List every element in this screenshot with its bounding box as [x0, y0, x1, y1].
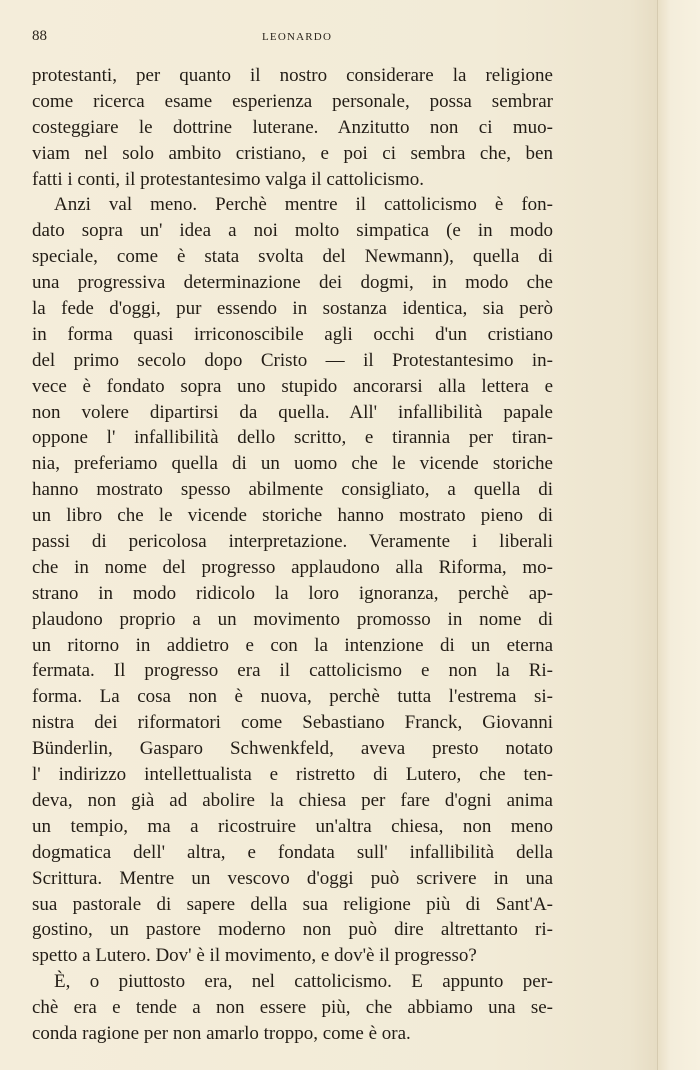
text-line: deva, non già ad abolire la chiesa per fare d'ogni anima — [32, 789, 553, 811]
text-line: passi di pericolosa interpretazione. Veramente i liberali — [32, 531, 553, 553]
text-line: Scrittura. Mentre un vescovo d'oggi può scrivere in una — [32, 867, 553, 889]
text-line: strano in modo ridicolo la loro ignoranza, perchè ap- — [32, 582, 553, 604]
text-line: Bünderlin, Gasparo Schwenkfeld, aveva presto notato — [32, 738, 553, 760]
text-line: un ritorno in addietro e con la intenzione di un eterna — [32, 634, 553, 656]
text-line: È, o piuttosto era, nel cattolicismo. E appunto per- — [54, 971, 553, 993]
text-line: una progressiva determinazione dei dogmi, in modo che — [32, 272, 553, 294]
text-line: gostino, un pastore moderno non può dire altrettanto ri- — [32, 919, 553, 941]
text-line: come ricerca esame esperienza personale, possa sembrar — [32, 90, 553, 112]
text-line: conda ragione per non amarlo troppo, come è ora. — [32, 1022, 411, 1044]
text-line: forma. La cosa non è nuova, perchè tutta l'estrema si- — [32, 686, 553, 708]
text-line: nistra dei riformatori come Sebastiano Franck, Giovanni — [32, 712, 553, 734]
text-line: dato sopra un' idea a noi molto simpatica (e in modo — [32, 220, 553, 242]
body-text — [32, 63, 553, 1047]
text-line: sua pastorale di sapere della sua religione più di Sant'A- — [32, 893, 553, 915]
text-line: plaudono proprio a un movimento promosso in nome di — [32, 608, 553, 630]
text-line: spetto a Lutero. Dov' è il movimento, e dov'è il progresso? — [32, 945, 477, 967]
text-line: un tempio, ma a ricostruire un'altra chiesa, non meno — [32, 815, 553, 837]
text-line: un libro che le vicende storiche hanno mostrato pieno di — [32, 505, 553, 527]
text-line: costeggiare le dottrine luterane. Anzitutto non ci muo- — [32, 116, 553, 138]
text-line: la fede d'oggi, pur essendo in sostanza identica, sia però — [32, 298, 553, 320]
text-line: chè era e tende a non essere più, che abbiamo una se- — [32, 997, 553, 1019]
text-line: l' indirizzo intellettualista e ristretto di Lutero, che ten- — [32, 764, 553, 786]
text-line: Anzi val meno. Perchè mentre il cattolicismo è fon- — [54, 194, 553, 216]
page-number: 88 — [32, 28, 47, 44]
page-header — [32, 28, 552, 48]
text-line: vece è fondato sopra uno stupido ancorarsi alla lettera e — [32, 375, 553, 397]
text-line: speciale, come è stata svolta del Newmann), quella di — [32, 246, 553, 268]
text-line: fatti i conti, il protestantesimo valga il cattolicismo. — [32, 168, 425, 190]
text-line: che in nome del progresso applaudono alla Riforma, mo- — [32, 556, 553, 578]
text-line: nia, preferiamo quella di un uomo che le vicende storiche — [32, 453, 553, 475]
text-line: non volere dipartirsi da quella. All' infallibilità papale — [32, 401, 553, 423]
text-line: viam nel solo ambito cristiano, e poi ci sembra che, ben — [32, 142, 553, 164]
running-head: LEONARDO — [262, 31, 333, 43]
text-line: in forma quasi irriconoscibile agli occhi d'un cristiano — [32, 323, 553, 345]
text-line: dogmatica dell' altra, e fondata sull' infallibilità della — [32, 841, 553, 863]
text-line: oppone l' infallibilità dello scritto, e tirannia per tiran- — [32, 427, 553, 449]
text-line: del primo secolo dopo Cristo — il Protestantesimo in- — [32, 349, 553, 371]
page-gutter-edge — [657, 0, 700, 1070]
text-line: hanno mostrato spesso abilmente consigliato, a quella di — [32, 479, 553, 501]
text-line: fermata. Il progresso era il cattolicismo e non la Ri- — [32, 660, 553, 682]
text-line: protestanti, per quanto il nostro considerare la religione — [32, 65, 553, 86]
